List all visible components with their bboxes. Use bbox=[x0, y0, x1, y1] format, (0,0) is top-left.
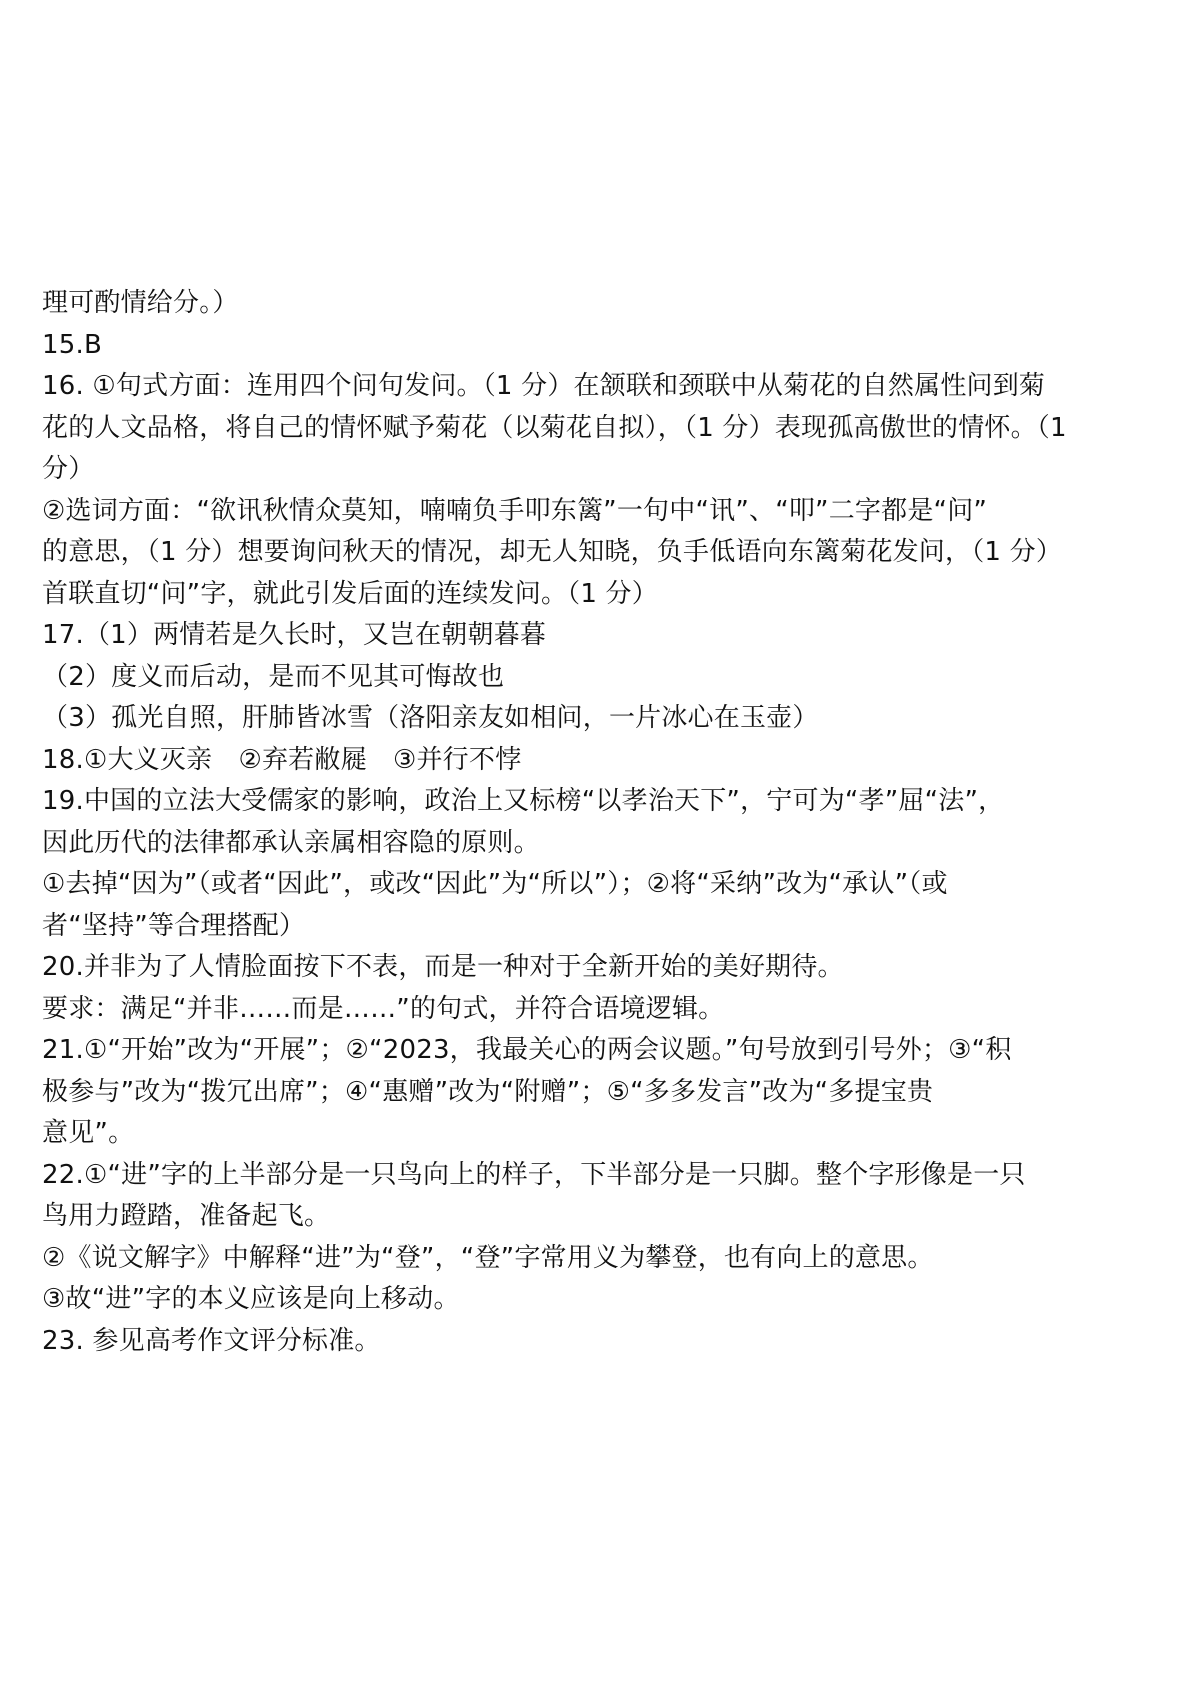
text-line: （2）度义而后动，是而不见其可悔故也 bbox=[42, 661, 505, 692]
text-line: ②选词方面：“欲讯秋情众莫知，喃喃负手叩东篱”一句中“讯”、“叩”二字都是“问” bbox=[42, 495, 988, 526]
text-line: 要求：满足“并非……而是……”的句式，并符合语境逻辑。 bbox=[42, 993, 725, 1024]
answer-17: 17.（1）两情若是久长时，又岂在朝朝暮暮 bbox=[42, 620, 547, 650]
text-line: ③故“进”字的本义应该是向上移动。 bbox=[42, 1284, 460, 1314]
answer-23: 23. 参见高考作文评分标准。 bbox=[42, 1325, 381, 1356]
answer-15: 15.B bbox=[42, 329, 102, 360]
text-line: 鸟用力蹬踏，准备起飞。 bbox=[42, 1201, 331, 1231]
text-line: ②《说文解字》中解释“进”为“登”，“登”字常用义为攀登，也有向上的意思。 bbox=[42, 1242, 934, 1273]
text-line: 理可酌情给分。） bbox=[42, 288, 239, 318]
text-line: 意见”。 bbox=[42, 1118, 135, 1148]
answer-document bbox=[42, 283, 1157, 1362]
text-line: 花的人文品格，将自己的情怀赋予菊花（以菊花自拟），（1 分）表现孤高傲世的情怀。（1 bbox=[42, 412, 1067, 443]
text-line: ①去掉“因为”（或者“因此”，或改“因此”为“所以”）；②将“采纳”改为“承认”（或 bbox=[42, 869, 948, 899]
answer-16: 16. ①句式方面：连用四个问句发问。（1 分）在颔联和颈联中从菊花的自然属性问到菊 bbox=[42, 371, 1046, 401]
text-line: （3）孤光自照，肝肺皆冰雪（洛阳亲友如相问，一片冰心在玉壶） bbox=[42, 703, 819, 733]
answer-19: 19.中国的立法大受儒家的影响，政治上又标榜“以孝治天下”，宁可为“孝”屈“法”， bbox=[42, 786, 1005, 816]
text-line: 因此历代的法律都承认亲属相容隐的原则。 bbox=[42, 827, 540, 858]
text-line: 分） bbox=[42, 454, 95, 484]
answer-18: 18.①大义灭亲 ②弃若敝屣 ③并行不悖 bbox=[42, 744, 522, 775]
text-line: 首联直切“问”字，就此引发后面的连续发问。（1 分） bbox=[42, 578, 658, 609]
text-line: 者“坚持”等合理搭配） bbox=[42, 910, 306, 941]
answer-22: 22.①“进”字的上半部分是一只鸟向上的样子，下半部分是一只脚。整个字形像是一只 bbox=[42, 1159, 1026, 1190]
answer-21: 21.①“开始”改为“开展”；②“2023，我最关心的两会议题。”句号放到引号外；③“积 bbox=[42, 1035, 1012, 1065]
answer-20: 20.并非为了人情脸面按下不表，而是一种对于全新开始的美好期待。 bbox=[42, 952, 844, 982]
text-line: 极参与”改为“拨冗出席”；④“惠赠”改为“附赠”；⑤“多多发言”改为“多提宝贵 bbox=[42, 1076, 934, 1107]
text-line: 的意思，（1 分）想要询问秋天的情况，却无人知晓，负手低语向东篱菊花发问，（1 分） bbox=[42, 537, 1063, 567]
